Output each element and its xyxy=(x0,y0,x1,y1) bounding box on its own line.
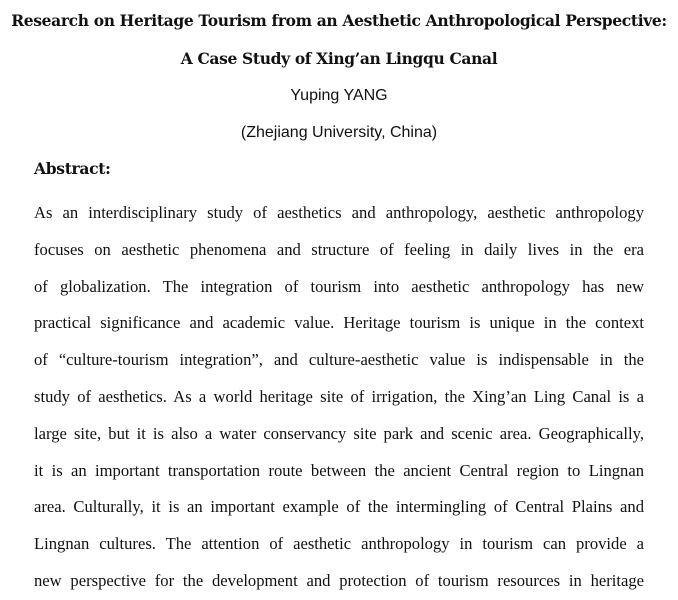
abstract-line: new perspective for the development and protection of tourism resources in heritage xyxy=(34,570,644,590)
abstract-line: it is an important transportation route between the ancient Central region to Lingnan xyxy=(34,460,644,480)
paper-title-line-1: Research on Heritage Tourism from an Aesthetic Anthropological Perspective: xyxy=(11,11,667,30)
abstract-heading: Abstract: xyxy=(34,159,111,178)
abstract-line: Lingnan cultures. The attention of aesthetic anthropology in tourism can provide a xyxy=(34,534,644,554)
abstract-body xyxy=(34,195,644,600)
abstract-line: practical significance and academic value. Heritage tourism is unique in the context xyxy=(34,313,644,333)
abstract-line: of “culture-tourism integration”, and culture-aesthetic value is indispensable in the xyxy=(34,350,644,370)
abstract-line: area. Culturally, it is an important example of the intermingling of Central Plains and xyxy=(34,497,644,517)
abstract-line: of globalization. The integration of tourism into aesthetic anthropology has new xyxy=(34,276,644,296)
author-affiliation: (Zhejiang University, China) xyxy=(240,124,438,141)
abstract-line: study of aesthetics. As a world heritage site of irrigation, the Xing’an Ling Canal is a xyxy=(34,386,644,406)
abstract-line: large site, but it is also a water conservancy site park and scenic area. Geographically, xyxy=(34,423,644,443)
abstract-line: focuses on aesthetic phenomena and structure of feeling in daily lives in the era xyxy=(34,239,644,259)
abstract-line: As an interdisciplinary study of aesthetics and anthropology, aesthetic anthropology xyxy=(34,203,644,222)
paper-title-line-2: A Case Study of Xing’an Lingqu Canal xyxy=(180,49,498,68)
author-name: Yuping YANG xyxy=(290,87,388,104)
